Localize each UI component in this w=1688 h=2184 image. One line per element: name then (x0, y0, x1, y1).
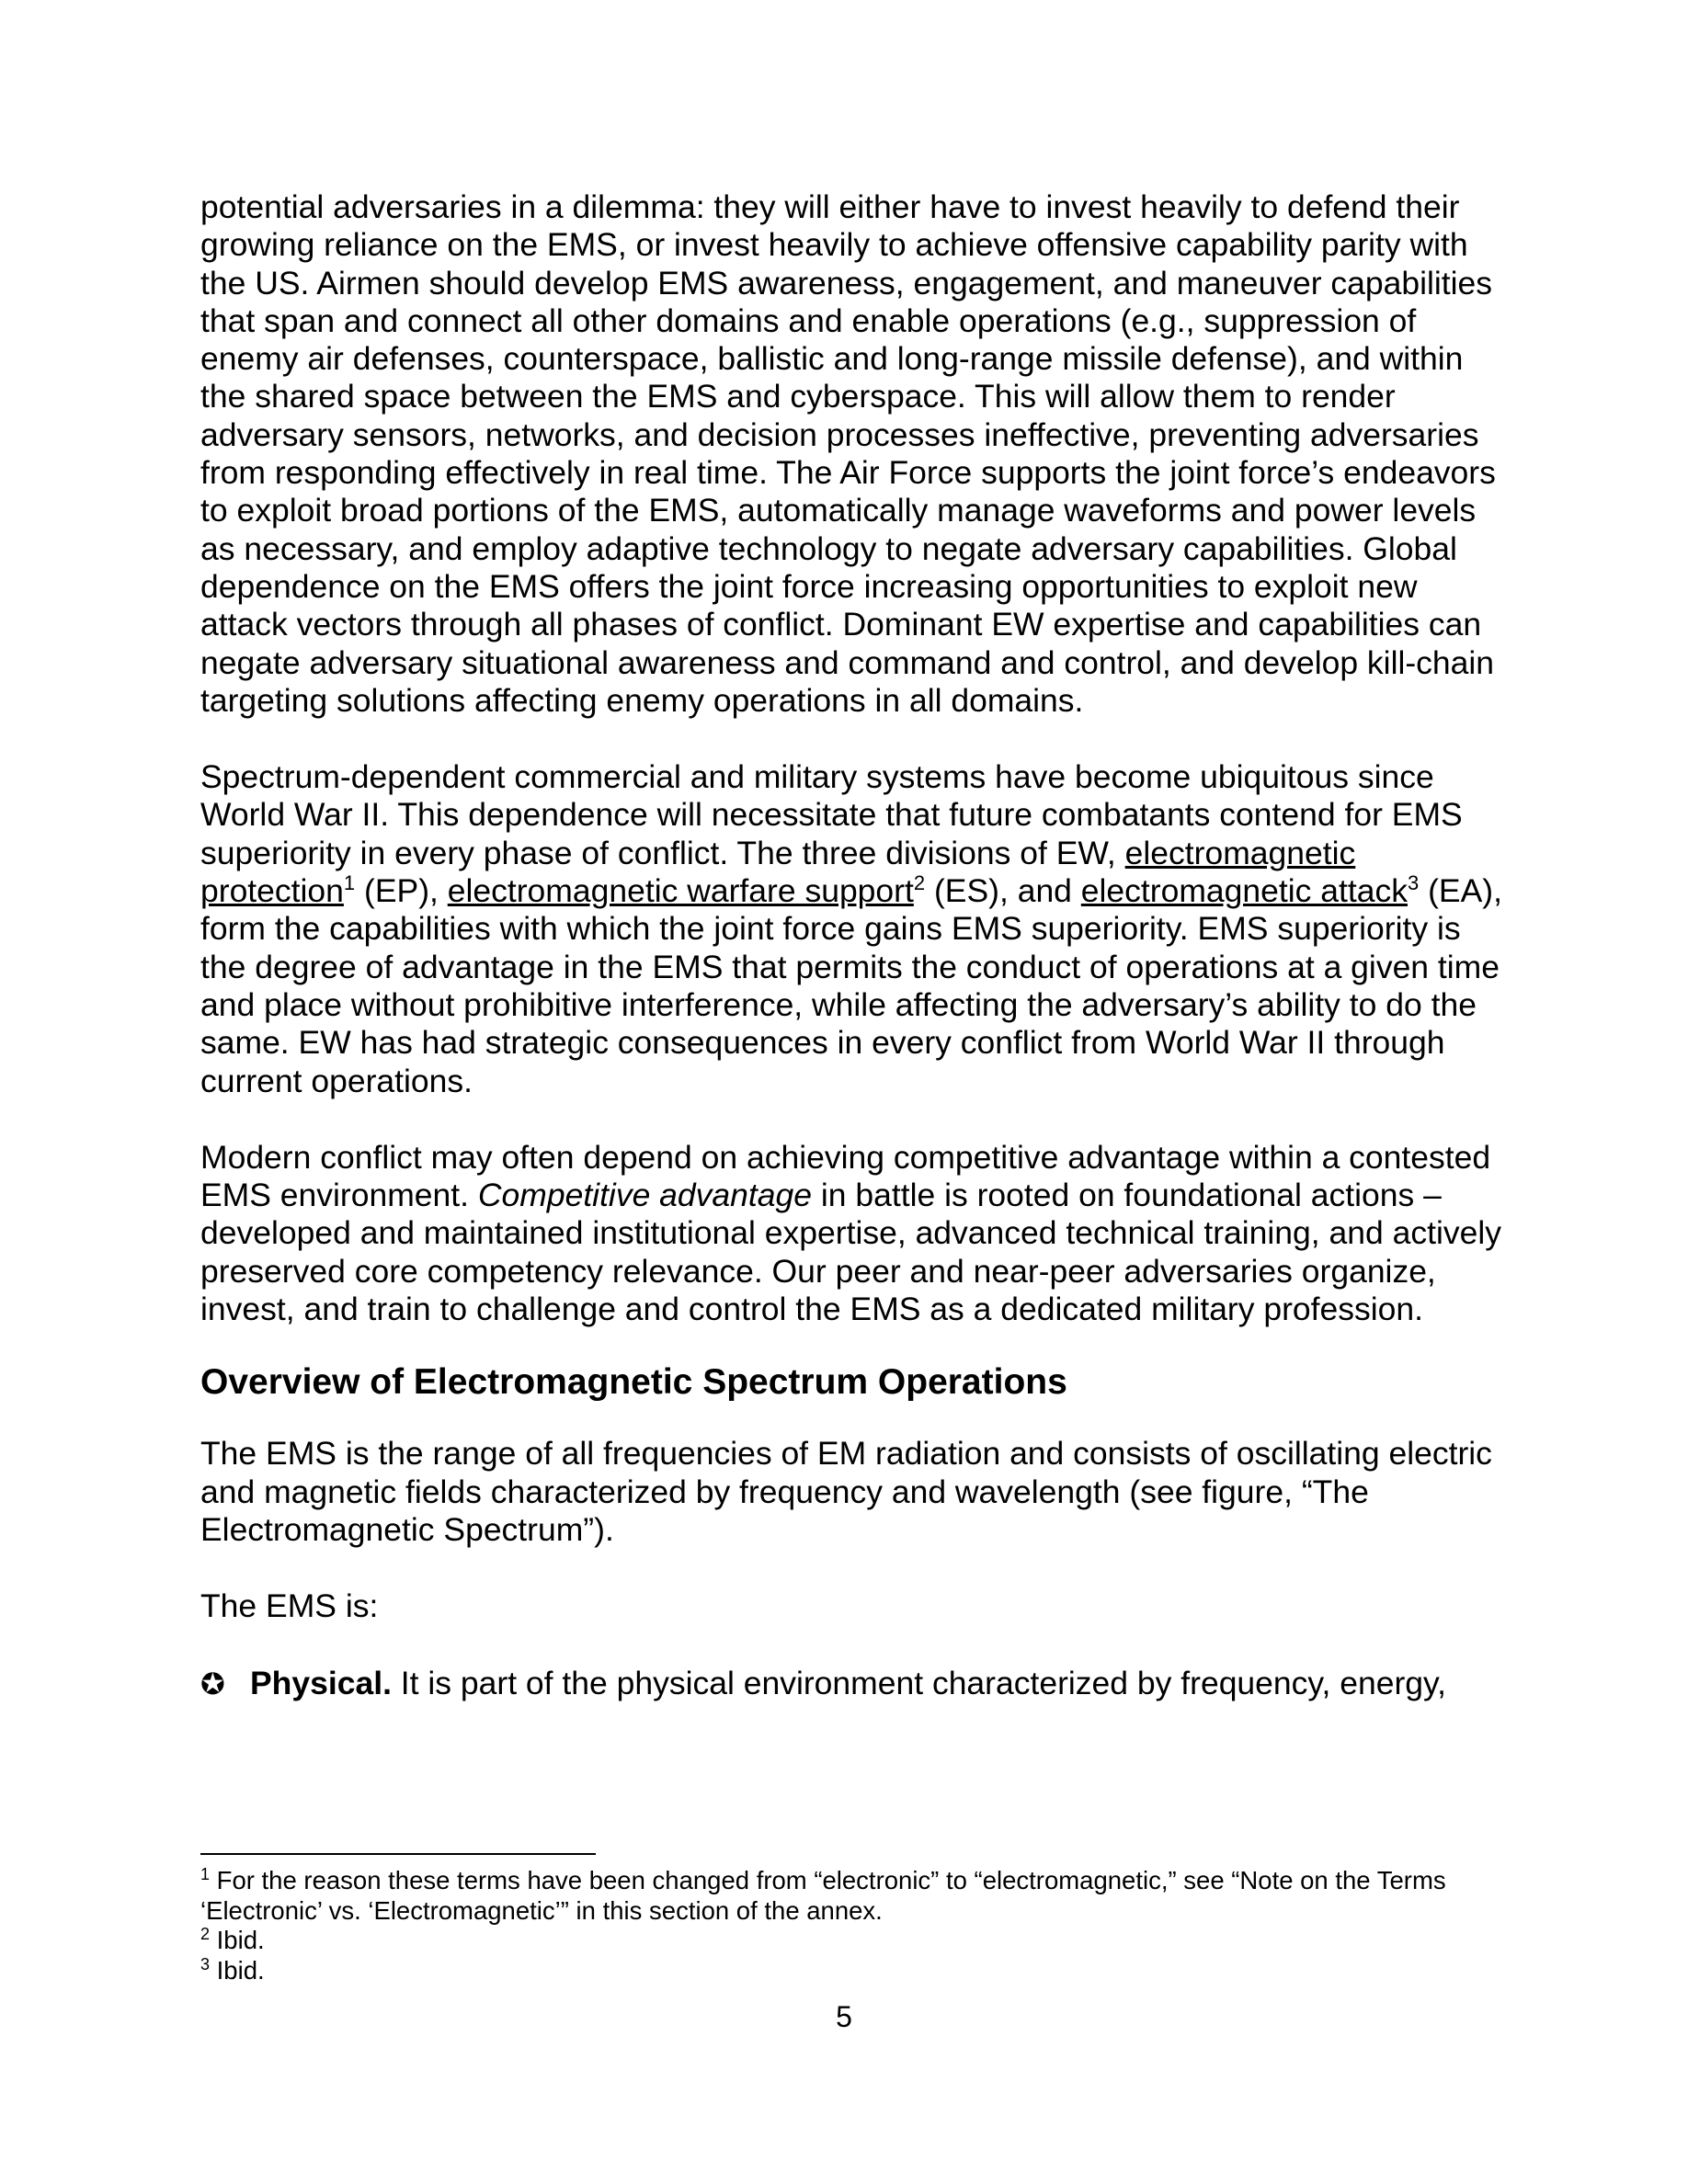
paragraph-modern-conflict (200, 1139, 1506, 1328)
footnote-ref-1[interactable]: 1 (343, 871, 356, 895)
page-number: 5 (836, 2000, 852, 2033)
paragraph-spectrum-dependence (200, 758, 1506, 1100)
section-heading: Overview of Electromagnetic Spectrum Operations (200, 1362, 1067, 1403)
paragraph-text: The EMS is: (200, 1587, 379, 1625)
paragraph-adversary-dilemma (200, 188, 1506, 720)
link-electromagnetic-attack[interactable]: electromagnetic attack (1080, 872, 1408, 910)
footnote-ref-3[interactable]: 3 (1407, 871, 1420, 895)
paragraph-ems-is (200, 1587, 1506, 1625)
link-electromagnetic-warfare-support[interactable]: electromagnetic warfare support (447, 872, 914, 910)
footnote-number: 1 (200, 1864, 211, 1883)
star-bullet-icon: ✪ (200, 1666, 225, 1701)
footnote-number: 2 (200, 1924, 211, 1943)
footnote-ref-2[interactable]: 2 (913, 871, 926, 895)
paragraph-text: (EA), form the capabilities with which the joint force gains EMS superiority. EMS superiority is the degree of advantage in the EMS that permits the conduct of operations at a given time and place without prohibitive interference, while affecting the adversary’s ability to do the same. EW has had strategic consequences in every conflict from World War II through current operations. (200, 872, 1502, 1099)
emphasis-competitive-advantage: Competitive advantage (477, 1177, 812, 1214)
footnote-divider (200, 1853, 596, 1855)
paragraph-ems-definition (200, 1435, 1506, 1549)
footnote-number: 3 (200, 1954, 211, 1974)
footnote-1 (200, 1866, 1506, 1926)
paragraph-text: (EP), (355, 872, 448, 910)
bullet-item-physical (200, 1665, 1506, 1703)
footnote-3 (200, 1956, 1506, 1986)
footnote-text: For the reason these terms have been changed from “electronic” to “electromagnetic,” see “Note on the Terms ‘Electronic’ vs. ‘Electromagnetic’” in this section of the annex. (200, 1866, 1446, 1925)
paragraph-text: The EMS is the range of all frequencies of EM radiation and consists of oscillating electric and magnetic fields characterized by frequency and wavelength (see figure, “The Electromagnetic Spectrum”). (200, 1435, 1492, 1548)
footnote-2 (200, 1926, 1506, 1956)
footnote-text: Ibid. (210, 1955, 265, 1985)
page-body (200, 188, 1506, 1703)
bullet-description: It is part of the physical environment characterized by frequency, energy, (391, 1664, 1447, 1701)
paragraph-text: Spectrum-dependent commercial and military systems have become ubiquitous since World War II. This dependence will necessitate that future combatants contend for EMS superiority in every phase of conflict. The three divisions of EW, (200, 758, 1463, 871)
footnote-text: Ibid. (210, 1926, 265, 1954)
footnotes (200, 1866, 1506, 1985)
paragraph-text: in battle is rooted on foundational actions – developed and maintained institutional expertise, advanced technical training, and actively preserved core competency relevance. Our peer and near-peer adversaries organize, invest, and train to challenge and control the EMS as a dedicated military profession. (200, 1177, 1501, 1328)
paragraph-text: potential adversaries in a dilemma: they will either have to invest heavily to defend their growing reliance on the EMS, or invest heavily to achieve offensive capability parity with the US. Airmen should develop EMS awareness, engagement, and maneuver capabilities that span and connect all other domains and enable operations (e.g., suppression of enemy air defenses, counterspace, ballistic and long-range missile defense), and within the shared space between the EMS and cyberspace. This will allow them to render adversary sensors, networks, and decision processes ineffective, preventing adversaries from responding effectively in real time. The Air Force supports the joint force’s endeavors to exploit broad portions of the EMS, automatically manage waveforms and power levels as necessary, and employ adaptive technology to negate adversary capabilities. Global dependence on the EMS offers the joint force increasing opportunities to exploit new attack vectors through all phases of conflict. Dominant EW expertise and capabilities can negate adversary situational awareness and command and control, and develop kill-chain targeting solutions affecting enemy operations in all domains. (200, 188, 1496, 719)
paragraph-text: Modern conflict may often depend on achieving competitive advantage within a contested EMS environment. (200, 1138, 1491, 1214)
paragraph-text: (ES), and (925, 872, 1081, 910)
link-electromagnetic-protection[interactable]: electromagnetic protection (200, 834, 1356, 910)
bullet-text (250, 1665, 1446, 1702)
bullet-term: Physical. (250, 1664, 392, 1701)
